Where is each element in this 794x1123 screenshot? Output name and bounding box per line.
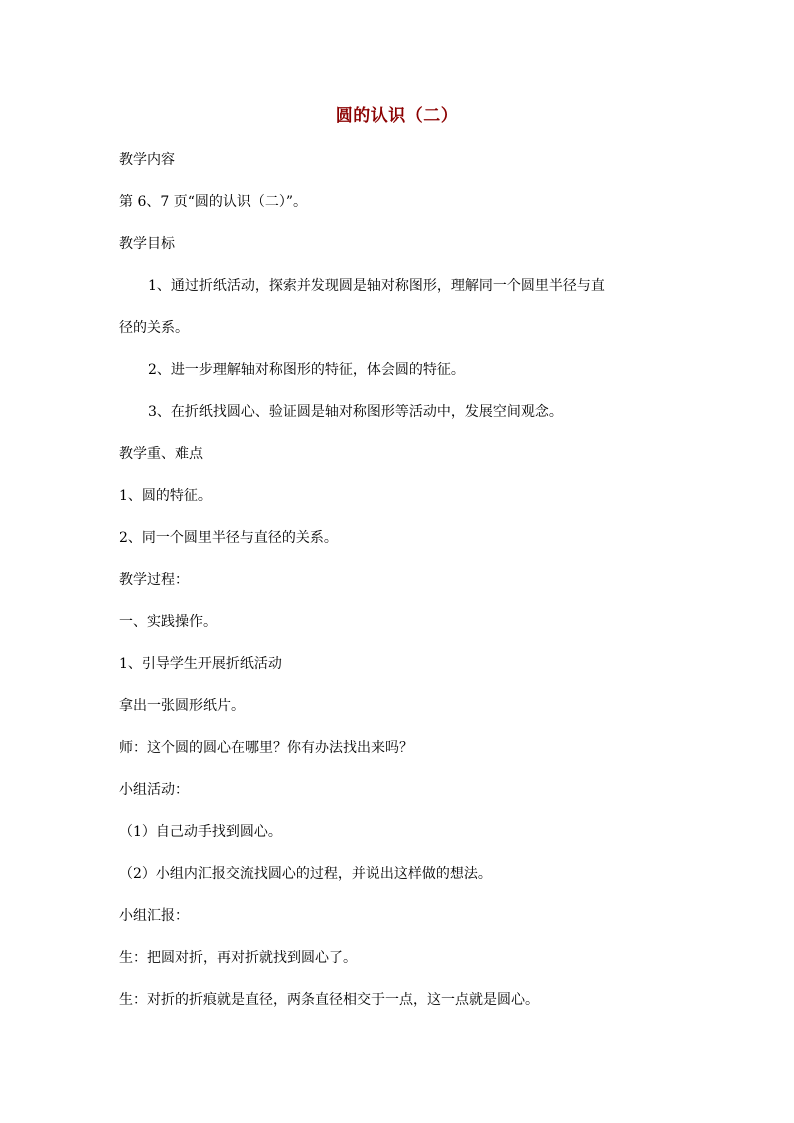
document-title: 圆的认识（二） <box>335 106 459 126</box>
heading-teaching-process: 教学过程： <box>119 572 189 588</box>
goal-item-1-continued: 径的关系。 <box>119 320 189 336</box>
heading-group-activity: 小组活动： <box>119 782 189 798</box>
goal-item-1: 1、通过折纸活动，探索并发现圆是轴对称图形，理解同一个圆里半径与直 <box>148 278 605 294</box>
step-folding-activity: 1、引导学生开展折纸活动 <box>119 656 282 672</box>
heading-key-points: 教学重、难点 <box>119 446 203 462</box>
group-activity-item-1: （1）自己动手找到圆心。 <box>119 824 282 840</box>
heading-teaching-goals: 教学目标 <box>119 236 175 252</box>
heading-teaching-content: 教学内容 <box>119 152 175 168</box>
paragraph-page-reference: 第 6、7 页“圆的认识（二）”。 <box>119 194 308 210</box>
heading-group-report: 小组汇报： <box>119 908 189 924</box>
key-point-2: 2、同一个圆里半径与直径的关系。 <box>119 530 338 546</box>
student-answer-1: 生：把圆对折，再对折就找到圆心了。 <box>119 950 357 966</box>
goal-item-3: 3、在折纸找圆心、验证圆是轴对称图形等活动中，发展空间观念。 <box>148 404 563 420</box>
goal-item-2: 2、进一步理解轴对称图形的特征，体会圆的特征。 <box>148 362 465 378</box>
teacher-question: 师：这个圆的圆心在哪里？你有办法找出来吗？ <box>119 740 413 756</box>
group-activity-item-2: （2）小组内汇报交流找圆心的过程，并说出这样做的想法。 <box>119 866 492 882</box>
section-practice: 一、实践操作。 <box>119 614 217 630</box>
key-point-1: 1、圆的特征。 <box>119 488 212 504</box>
paragraph-take-paper: 拿出一张圆形纸片。 <box>119 698 245 714</box>
student-answer-2: 生：对折的折痕就是直径，两条直径相交于一点，这一点就是圆心。 <box>119 992 539 1008</box>
